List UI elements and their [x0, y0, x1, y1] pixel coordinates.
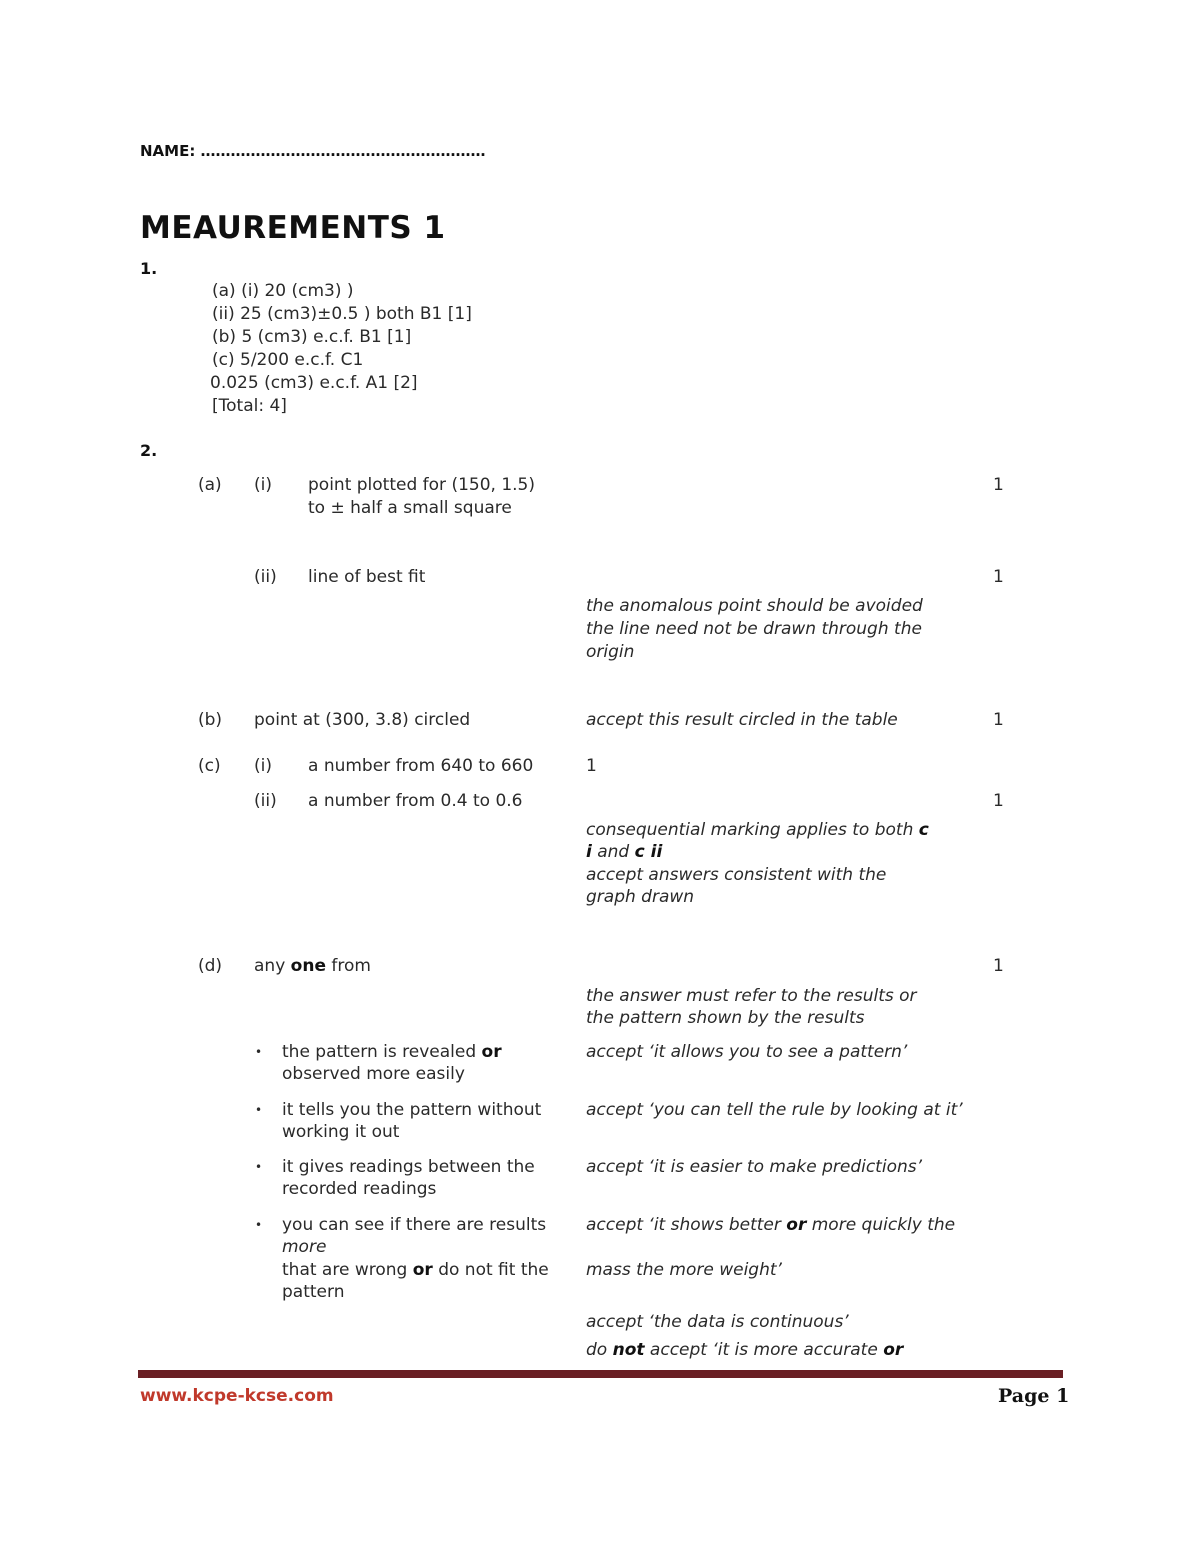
name-field-label: NAME: ………………………………………………… — [140, 142, 486, 160]
q2-c-note-2: i and c ii — [586, 842, 663, 862]
q2-part-a-label: (a) — [198, 475, 222, 495]
q2-a-ii-mark: 1 — [993, 567, 1004, 587]
q2-d-bullet-2-line-2: working it out — [282, 1122, 400, 1142]
q2-d-note-2: the pattern shown by the results — [586, 1008, 865, 1028]
question-2-number: 2. — [140, 441, 158, 460]
q2-c-ii-mark: 1 — [993, 791, 1004, 811]
bullet-icon: • — [255, 1103, 263, 1117]
q2-d-bullet-1-line-1: the pattern is revealed or — [282, 1042, 502, 1062]
q2-d-bullet-1-note: accept ‘it allows you to see a pattern’ — [586, 1042, 908, 1062]
q2-c-note-3: accept answers consistent with the — [586, 865, 887, 885]
q2-a-ii-note-3: origin — [586, 642, 635, 662]
q1-line-a-ii: (ii) 25 (cm3)±0.5 ) both B1 [1] — [212, 304, 472, 324]
q2-b-mark: 1 — [993, 710, 1004, 730]
q2-d-intro: any one from — [254, 956, 371, 976]
q2-a-ii-note-1: the anomalous point should be avoided — [586, 596, 923, 616]
q2-d-note-1: the answer must refer to the results or — [586, 986, 917, 1006]
q2-d-bullet-2-note: accept ‘you can tell the rule by looking at it’ — [586, 1100, 963, 1120]
q1-line-c-answer: 0.025 (cm3) e.c.f. A1 [2] — [210, 373, 418, 393]
page-title: MEAUREMENTS 1 — [140, 210, 446, 246]
q2-a-i-text-2: to ± half a small square — [308, 498, 512, 518]
q2-d-bullet-4-line-2: more — [282, 1237, 327, 1257]
q1-line-a-i: (a) (i) 20 (cm3) ) — [212, 281, 354, 301]
q2-d-extra-note-1: accept ‘the data is continuous’ — [586, 1312, 849, 1332]
q2-a-ii-note-2: the line need not be drawn through the — [586, 619, 922, 639]
q2-d-bullet-4-line-4: pattern — [282, 1282, 345, 1302]
footer-website-link[interactable]: www.kcpe-kcse.com — [140, 1386, 334, 1406]
q2-d-bullet-4-line-3: that are wrong or do not fit the — [282, 1260, 549, 1280]
q2-c-note-4: graph drawn — [586, 887, 695, 907]
bullet-icon: • — [255, 1045, 263, 1059]
q2-d-bullet-2-line-1: it tells you the pattern without — [282, 1100, 542, 1120]
footer-divider — [138, 1370, 1063, 1378]
q2-d-bullet-3-line-1: it gives readings between the — [282, 1157, 535, 1177]
bullet-icon: • — [255, 1218, 263, 1232]
q2-a-ii-text: line of best fit — [308, 567, 426, 587]
q2-a-i-mark: 1 — [993, 475, 1004, 495]
q2-c-ii-label: (ii) — [254, 791, 277, 811]
question-1-number: 1. — [140, 259, 158, 278]
q2-d-bullet-4-note-1: accept ‘it shows better or more quickly the — [586, 1215, 956, 1235]
q1-total: [Total: 4] — [212, 396, 287, 416]
q2-b-text: point at (300, 3.8) circled — [254, 710, 471, 730]
q2-c-ii-text: a number from 0.4 to 0.6 — [308, 791, 523, 811]
page-number: Page 1 — [998, 1385, 1070, 1407]
q2-a-ii-label: (ii) — [254, 567, 277, 587]
q1-line-b: (b) 5 (cm3) e.c.f. B1 [1] — [212, 327, 412, 347]
q2-a-i-text: point plotted for (150, 1.5) — [308, 475, 535, 495]
q2-part-b-label: (b) — [198, 710, 223, 730]
q2-d-bullet-4-note-2: mass the more weight’ — [586, 1260, 782, 1280]
q1-line-c: (c) 5/200 e.c.f. C1 — [212, 350, 364, 370]
q2-d-extra-note-2: do not accept ‘it is more accurate or — [586, 1340, 904, 1360]
q2-d-bullet-3-note: accept ‘it is easier to make predictions’ — [586, 1157, 922, 1177]
q2-c-i-label: (i) — [254, 756, 272, 776]
bullet-icon: • — [255, 1160, 263, 1174]
q2-b-note: accept this result circled in the table — [586, 710, 898, 730]
q2-c-i-mark: 1 — [586, 756, 597, 776]
q2-a-i-label: (i) — [254, 475, 272, 495]
q2-d-mark: 1 — [993, 956, 1004, 976]
q2-d-bullet-1-line-2: observed more easily — [282, 1064, 465, 1084]
q2-d-bullet-4-line-1: you can see if there are results — [282, 1215, 547, 1235]
q2-part-c-label: (c) — [198, 756, 221, 776]
q2-part-d-label: (d) — [198, 956, 223, 976]
q2-c-i-text: a number from 640 to 660 — [308, 756, 534, 776]
q2-d-bullet-3-line-2: recorded readings — [282, 1179, 437, 1199]
q2-c-note-1: consequential marking applies to both c — [586, 820, 929, 840]
